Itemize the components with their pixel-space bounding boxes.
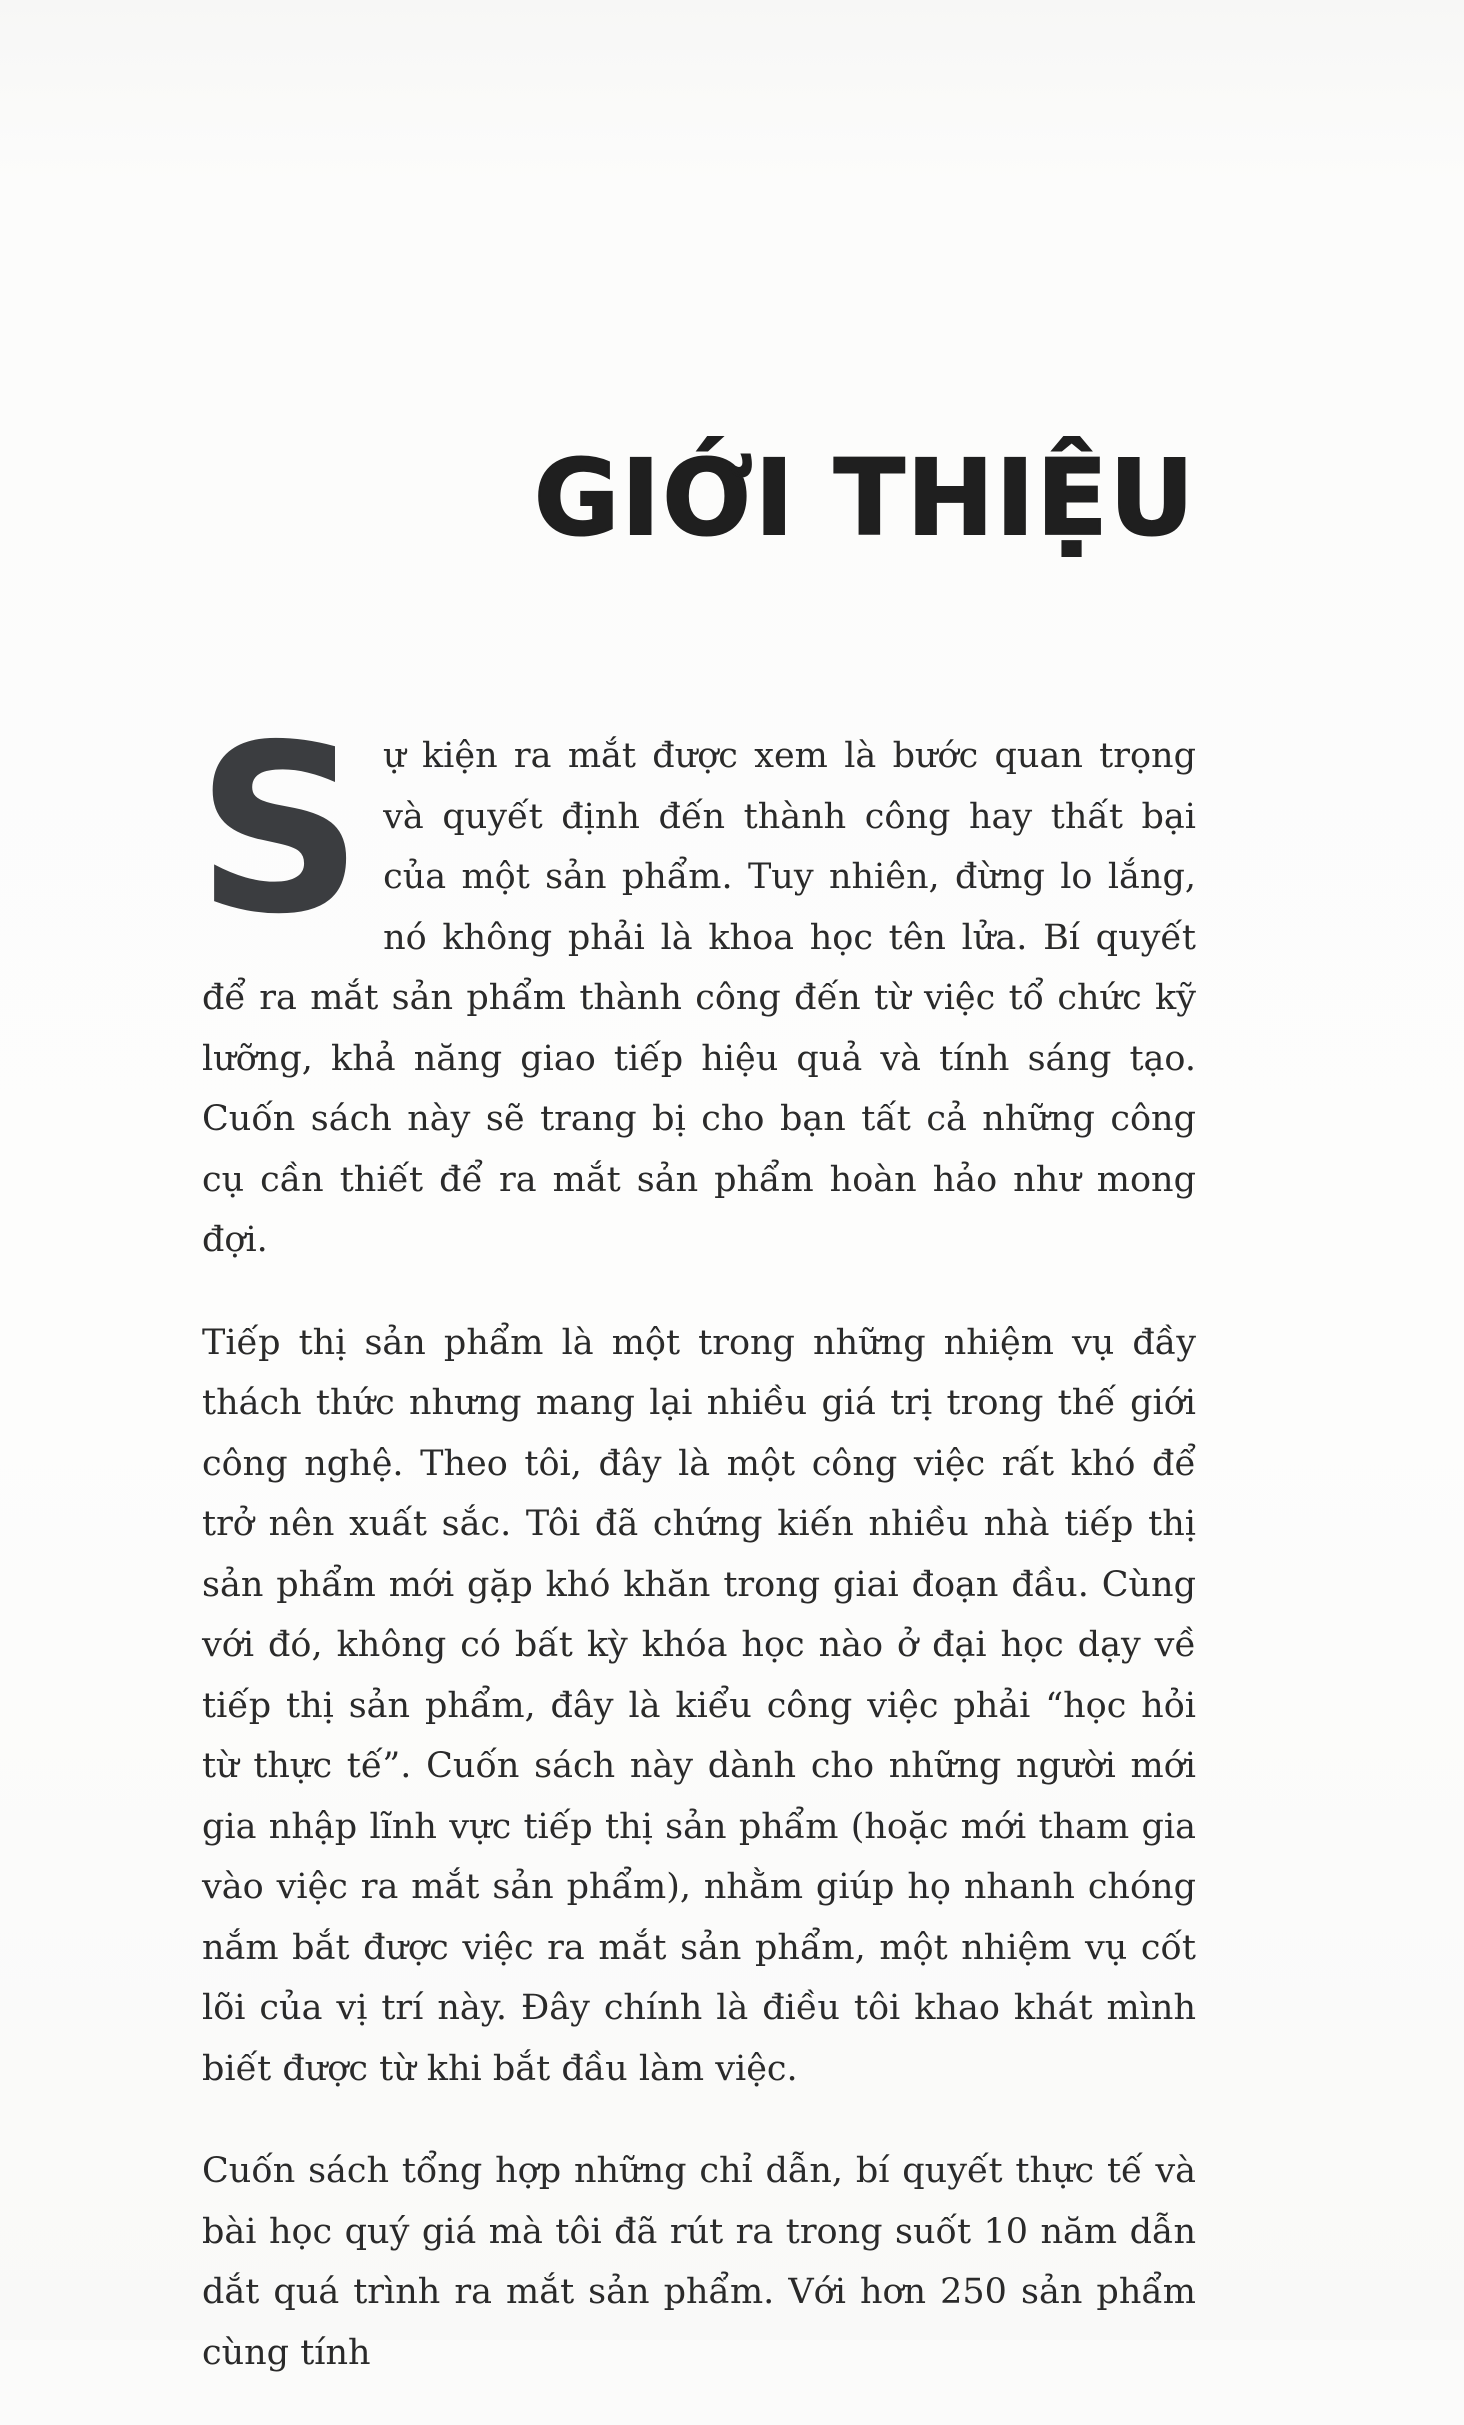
paragraph-1 xyxy=(196,695,1196,1271)
body-text xyxy=(196,695,1196,2425)
drop-cap: S xyxy=(196,695,364,965)
paragraph-1-text: ự kiện ra mắt được xem là bước quan trọng và quyết định đến thành công hay thất bại của một sản phẩm. Tuy nhiên, đừng lo lắng, nó không phải là khoa học tên lửa. Bí quyết để ra mắt sản phẩm thành công đến từ việc tổ chức kỹ lưỡng, khả năng giao tiếp hiệu quả và tính sáng tạo. Cuốn sách này sẽ trang bị cho bạn tất cả những công cụ cần thiết để ra mắt sản phẩm hoàn hảo như mong đợi. xyxy=(202,736,1196,1260)
paragraph-2: Tiếp thị sản phẩm là một trong những nhiệm vụ đầy thách thức nhưng mang lại nhiều giá trị trong thế giới công nghệ. Theo tôi, đây là một công việc rất khó để trở nên xuất sắc. Tôi đã chứng kiến nhiều nhà tiếp thị sản phẩm mới gặp khó khăn trong giai đoạn đầu. Cùng với đó, không có bất kỳ khóa học nào ở đại học dạy về tiếp thị sản phẩm, đây là kiểu công việc phải “học hỏi từ thực tế”. Cuốn sách này dành cho những người mới gia nhập lĩnh vực tiếp thị sản phẩm (hoặc mới tham gia vào việc ra mắt sản phẩm), nhằm giúp họ nhanh chóng nắm bắt được việc ra mắt sản phẩm, một nhiệm vụ cốt lõi của vị trí này. Đây chính là điều tôi khao khát mình biết được từ khi bắt đầu làm việc. xyxy=(202,1322,1196,2089)
chapter-title: GIỚI THIỆU xyxy=(534,437,1196,559)
paragraph-3: Cuốn sách tổng hợp những chỉ dẫn, bí quyết thực tế và bài học quý giá mà tôi đã rút ra trong suốt 10 năm dẫn dắt quá trình ra mắt sản phẩm. Với hơn 250 sản phẩm cùng tính xyxy=(202,2151,1196,2373)
